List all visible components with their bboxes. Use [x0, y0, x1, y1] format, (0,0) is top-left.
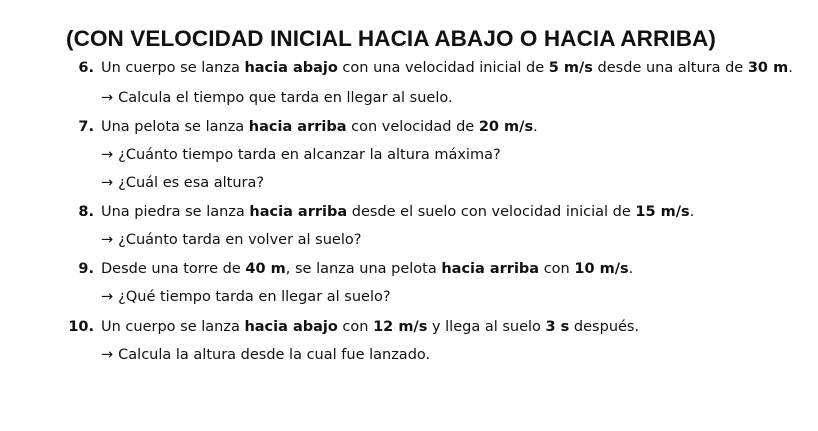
right-arrow-icon: → — [101, 232, 114, 248]
highlighted-value: 20 m/s — [478, 119, 534, 135]
statement-text: desde una altura de — [592, 60, 748, 76]
statement-text: Una piedra se lanza — [101, 204, 250, 220]
problem-statement — [101, 319, 639, 335]
highlighted-value: 30 m — [747, 60, 789, 76]
highlighted-value: 12 m/s — [373, 319, 428, 335]
statement-text: . — [689, 204, 695, 220]
statement-text: con una velocidad inicial de — [337, 60, 549, 76]
problem-statement — [101, 261, 633, 277]
statement-text: . — [533, 119, 538, 135]
highlighted-value: 5 m/s — [548, 60, 593, 76]
statement-text: con velocidad de — [346, 119, 479, 135]
statement-text: y llega al suelo — [427, 319, 546, 335]
right-arrow-icon: → — [101, 347, 114, 363]
highlighted-value: hacia abajo — [244, 319, 338, 335]
statement-text: . — [628, 261, 634, 277]
statement-text: Desde una torre de — [101, 261, 246, 277]
highlighted-value: hacia arriba — [248, 119, 347, 135]
sub-question-text: ¿Qué tiempo tarda en llegar al suelo? — [118, 289, 391, 305]
problem-statement — [101, 60, 793, 76]
statement-text: Un cuerpo se lanza — [101, 60, 245, 76]
sub-question — [101, 175, 264, 191]
right-arrow-icon: → — [101, 90, 114, 106]
sub-question-text: Calcula el tiempo que tarda en llegar al suelo. — [118, 90, 453, 106]
sub-question-text: Calcula la altura desde la cual fue lanzado. — [118, 347, 431, 363]
statement-text: con — [337, 319, 374, 335]
highlighted-value: hacia arriba — [441, 261, 540, 277]
sub-question — [101, 232, 361, 248]
highlighted-value: hacia arriba — [249, 204, 348, 220]
right-arrow-icon: → — [101, 289, 114, 305]
sub-question — [101, 147, 501, 163]
highlighted-value: 3 s — [545, 319, 570, 335]
right-arrow-icon: → — [101, 175, 114, 191]
problem-statement — [101, 204, 694, 220]
statement-text: Una pelota se lanza — [101, 119, 249, 135]
statement-text: con — [539, 261, 575, 277]
page-title: (CON VELOCIDAD INICIAL HACIA ABAJO O HACIA ARRIBA) — [66, 26, 716, 51]
statement-text: , se lanza una pelota — [285, 261, 442, 277]
statement-text: desde el suelo con velocidad inicial de — [347, 204, 636, 220]
statement-text: . — [788, 60, 793, 76]
sub-question — [101, 347, 430, 363]
sub-question — [101, 289, 391, 305]
problem-number: 7. — [78, 119, 94, 135]
sub-question — [101, 90, 453, 106]
problem-number: 10. — [68, 319, 94, 335]
problem-number: 8. — [78, 204, 94, 220]
sub-question-text: ¿Cuánto tiempo tarda en alcanzar la altura máxima? — [118, 147, 501, 163]
statement-text: Un cuerpo se lanza — [101, 319, 245, 335]
problem-number: 9. — [78, 261, 94, 277]
statement-text: después. — [569, 319, 640, 335]
problem-number: 6. — [78, 60, 94, 76]
right-arrow-icon: → — [101, 147, 114, 163]
highlighted-value: hacia abajo — [244, 60, 338, 76]
highlighted-value: 40 m — [245, 261, 286, 277]
highlighted-value: 15 m/s — [635, 204, 690, 220]
highlighted-value: 10 m/s — [574, 261, 629, 277]
sub-question-text: ¿Cuánto tarda en volver al suelo? — [118, 232, 362, 248]
sub-question-text: ¿Cuál es esa altura? — [118, 175, 265, 191]
problem-statement — [101, 119, 538, 135]
